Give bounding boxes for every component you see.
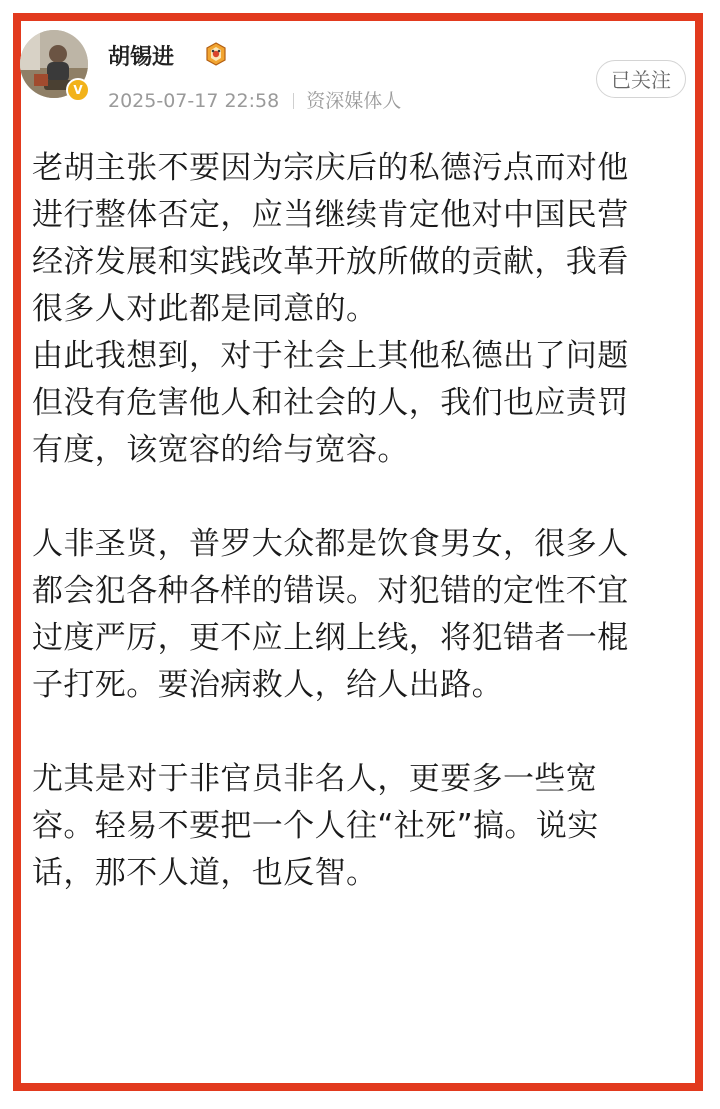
author-name[interactable]: 胡锡进 [108, 45, 175, 70]
author-title: 资深媒体人 [306, 90, 402, 112]
post-header [20, 30, 680, 110]
level-badge-icon [204, 42, 228, 66]
post-meta [108, 86, 401, 113]
post-paragraph-2: 人非圣贤，普罗大众都是饮食男女，很多人 都会犯各种各样的错误。对犯错的定性不宜 过度严厉，更不应上纲上线，将犯错者一棍 子打死。要治病救人，给人出路。 [32, 526, 629, 703]
paragraph-spacer [32, 474, 687, 521]
post-paragraph-3: 尤其是对于非官员非名人，更要多一些宽 容。轻易不要把一个人往“社死”搞。说实 话，那不人道，也反智。 [32, 761, 599, 891]
paragraph-spacer [32, 709, 687, 756]
meta-divider [293, 93, 294, 109]
verified-icon: V [66, 78, 90, 102]
post-paragraph-1: 老胡主张不要因为宗庆后的私德污点而对他 进行整体否定，应当继续肯定他对中国民营 经济发展和实践改革开放所做的贡献，我看 很多人对此都是同意的。 由此我想到，对于社会上其他私德出了问题 但没有危害他人和社会的人，我们也应责罚 有度，该宽容的给与宽容。 [32, 150, 629, 468]
post-body [32, 145, 687, 897]
follow-button[interactable]: 已关注 [596, 60, 686, 98]
post-timestamp: 2025-07-17 22:58 [108, 90, 280, 112]
